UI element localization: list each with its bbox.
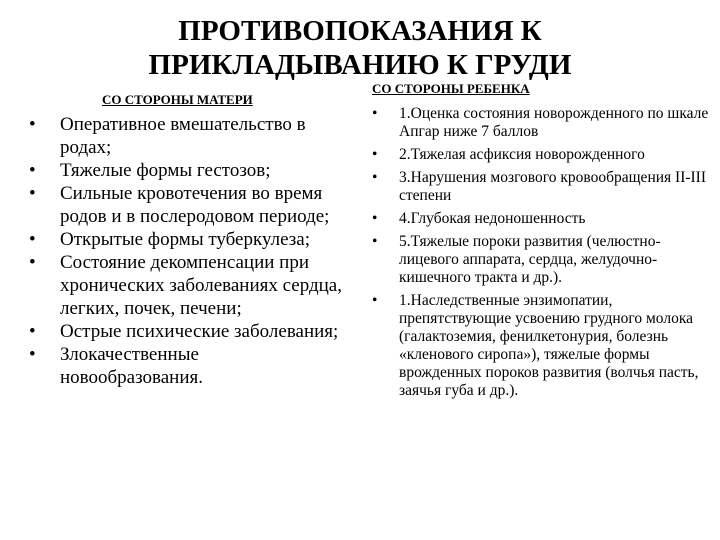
list-item xyxy=(26,228,346,251)
child-contraindications-list xyxy=(368,105,713,405)
list-item-text: Оперативное вмешательство в родах; xyxy=(60,114,306,158)
list-item xyxy=(26,113,346,159)
bullet-icon: • xyxy=(29,183,36,204)
child-side-header: СО СТОРОНЫ РЕБЕНКА xyxy=(372,81,530,96)
page-title xyxy=(60,14,660,82)
list-item-text: Злокачественные новообразования. xyxy=(60,344,203,388)
list-item xyxy=(26,251,346,320)
list-item xyxy=(368,292,713,400)
bullet-icon: • xyxy=(372,210,378,227)
list-item xyxy=(368,146,713,164)
list-item xyxy=(368,210,713,228)
bullet-icon: • xyxy=(29,321,36,342)
bullet-icon: • xyxy=(372,292,378,309)
page-title-line-2: ПРИКЛАДЫВАНИЮ К ГРУДИ xyxy=(148,49,572,81)
bullet-icon: • xyxy=(29,114,36,135)
list-item xyxy=(368,233,713,287)
mother-side-header: СО СТОРОНЫ МАТЕРИ xyxy=(102,92,253,107)
list-item-text: Состояние декомпенсации при хронических заболеваниях сердца, легких, почек, печени; xyxy=(60,252,342,319)
list-item xyxy=(26,320,346,343)
list-item xyxy=(368,169,713,205)
bullet-icon: • xyxy=(29,160,36,181)
bullet-icon: • xyxy=(29,344,36,365)
list-item-text: 5.Тяжелые пороки развития (челюстно-лицевого аппарата, сердца, желудочно-кишечного тракта и др.). xyxy=(399,233,661,286)
list-item-text: Открытые формы туберкулеза; xyxy=(60,229,310,250)
mother-contraindications-list xyxy=(26,113,346,389)
bullet-icon: • xyxy=(29,229,36,250)
list-item-text: Сильные кровотечения во время родов и в послеродовом периоде; xyxy=(60,183,330,227)
list-item-text: 1.Оценка состояния новорожденного по шкале Апгар ниже 7 баллов xyxy=(399,105,709,140)
bullet-icon: • xyxy=(372,233,378,250)
list-item-text: 2.Тяжелая асфиксия новорожденного xyxy=(399,146,645,163)
page-title-line-1: ПРОТИВОПОКАЗАНИЯ К xyxy=(178,15,542,47)
list-item-text: 3.Нарушения мозгового кровообращения II-III степени xyxy=(399,169,707,204)
list-item xyxy=(368,105,713,141)
list-item xyxy=(26,182,346,228)
list-item-text: Тяжелые формы гестозов; xyxy=(60,160,271,181)
list-item-text: 1.Наследственные энзимопатии, препятствующие усвоению грудного молока (галактоземия, фенилкетонурия, болезнь «кленового сиропа»), тяжелые формы врожденных пороков развития (волчья пасть, заячья губа и др.). xyxy=(399,292,699,399)
list-item xyxy=(26,159,346,182)
list-item xyxy=(26,343,346,389)
bullet-icon: • xyxy=(372,105,378,122)
bullet-icon: • xyxy=(372,169,378,186)
bullet-icon: • xyxy=(29,252,36,273)
bullet-icon: • xyxy=(372,146,378,163)
list-item-text: Острые психические заболевания; xyxy=(60,321,339,342)
list-item-text: 4.Глубокая недоношенность xyxy=(399,210,586,227)
